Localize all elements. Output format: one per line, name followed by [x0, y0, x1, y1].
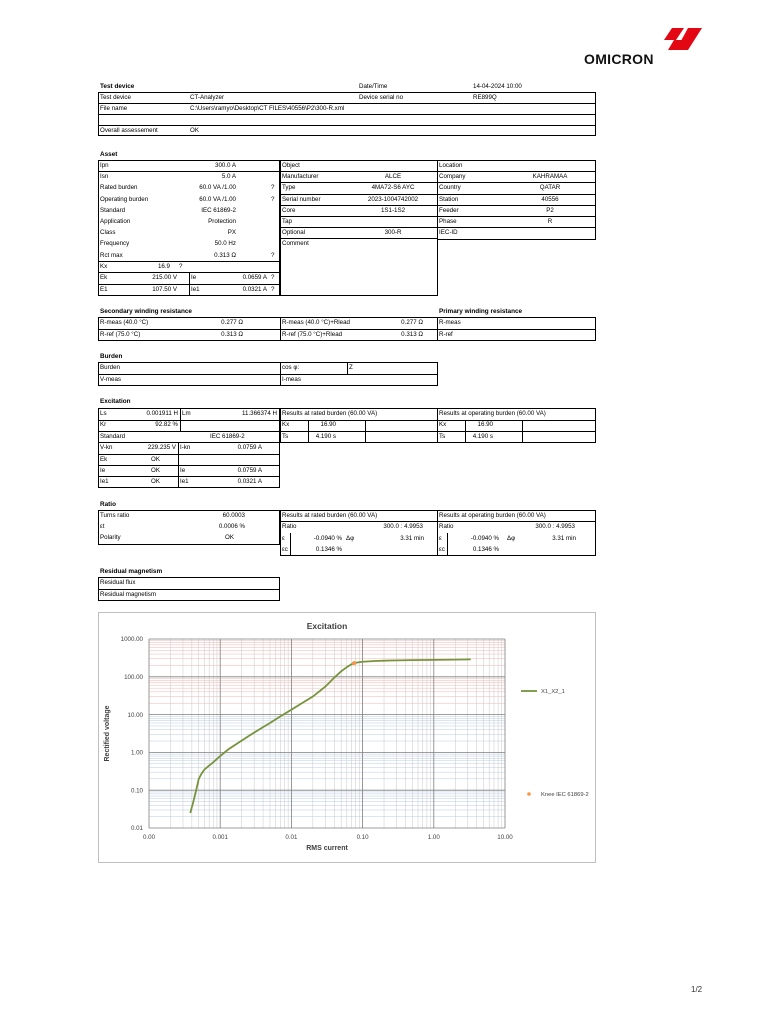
asset-object-value: 2023-1004742002: [367, 195, 419, 203]
ratio-operating-title: Results at operating burden (60.00 VA): [439, 512, 546, 519]
knee-point-marker: [352, 661, 356, 665]
x-tick-label: 0.00: [142, 834, 156, 841]
row-divider: [280, 205, 438, 206]
ek-label: Ek: [100, 274, 108, 281]
chart-title: Excitation: [306, 621, 348, 631]
vkn-value: 229.235 V: [147, 444, 176, 451]
assessment-label: Overall assessement: [100, 127, 158, 134]
asset-rating-value: 60.0 VA /1.00: [199, 195, 236, 203]
exc-ie1b-label: Ie1: [180, 478, 189, 485]
exc-ie1-label: Ie1: [100, 478, 109, 485]
asset-rating-value: Protection: [208, 218, 236, 225]
ratio-operating-label: Ratio: [439, 523, 454, 530]
asset-rating-question: ?: [271, 195, 275, 203]
exc-rated-title: Results at rated burden (60.00 VA): [282, 410, 378, 417]
y-tick-label: 0.01: [130, 825, 143, 833]
exc-ie-label: Ie: [100, 467, 106, 474]
kr-label: Kr: [100, 421, 107, 428]
row-divider: [437, 227, 596, 228]
ls-value: 0.001911 H: [146, 410, 178, 417]
y-axis-label: Rectified voltage: [104, 705, 111, 762]
row-divider: [280, 216, 438, 217]
row-divider: [437, 216, 596, 217]
kr-value: 92.82 %: [155, 421, 178, 428]
winding-secondary-label: R-ref (75.0 °C): [100, 331, 141, 338]
exc-standard-label: Standard: [100, 433, 126, 440]
x-tick-label: 1.00: [427, 834, 440, 841]
asset-rating-value: 300.0 A: [215, 162, 236, 169]
exc-standard-value: IEC 61869-2: [210, 433, 245, 440]
test-device-title: Test device: [100, 83, 135, 90]
ratio-operating-e-label: ε: [439, 535, 442, 542]
ratio-operating-ec-value: 0.1346 %: [472, 546, 499, 553]
e1-value: 107.50 V: [152, 286, 177, 293]
ratio-rated-e-label: ε: [282, 535, 285, 542]
row-divider: [437, 194, 596, 195]
ratio-rated-label: Ratio: [282, 523, 297, 530]
y-tick-label: 1000.00: [120, 636, 143, 644]
row-divider: [280, 227, 438, 228]
primary-winding-title: Primary winding resistance: [439, 308, 523, 315]
winding-secondary-value: 0.277 Ω: [221, 319, 243, 326]
omicron-logo: [584, 26, 706, 66]
lm-value: 11.366374 H: [242, 410, 277, 417]
exc-ie-value: OK: [151, 467, 160, 474]
exc-rated-kx-value: 16.90: [320, 421, 336, 428]
legend-label: X1_X2_1: [541, 689, 565, 695]
kx-value: 16.9: [157, 263, 170, 270]
ikn-value: 0.0759 A: [237, 444, 262, 451]
ie1-question: ?: [271, 286, 275, 293]
file-name-value: C:\Users\ramyo\Desktop\CT FILES\40556\P2\300-R.xml: [190, 105, 345, 112]
et-value: 0.0006 %: [218, 523, 245, 530]
ratio-operating-ec-label: εc: [439, 546, 445, 553]
excitation-title: Excitation: [100, 398, 131, 405]
exc-ie1-value: OK: [151, 478, 160, 485]
burden-label: Burden: [100, 364, 120, 371]
exc-rated-kx-label: Kx: [282, 421, 290, 428]
asset-object-value: 4MA72-S6 AYC: [371, 184, 415, 192]
asset-object-value: 1S1-1S2: [380, 206, 406, 214]
lm-label: Lm: [182, 410, 191, 417]
excitation-chart: [98, 612, 596, 863]
file-name-label: File name: [100, 105, 128, 112]
ratio-operating-dphi-label: Δφ: [507, 535, 516, 542]
exc-operating-ts-label: Ts: [439, 433, 446, 440]
asset-rating-value: 5.0 A: [221, 173, 236, 181]
exc-ie2-value: 0.0759 A: [237, 467, 262, 474]
asset-location-value: P2: [546, 206, 554, 214]
kx-label: Kx: [100, 263, 108, 270]
asset-location-value: QATAR: [539, 184, 561, 192]
asset-object-label: Comment: [282, 240, 309, 248]
ls-label: Ls: [100, 410, 107, 417]
test-device-label: Test device: [100, 94, 131, 101]
row-divider: [280, 238, 438, 239]
residual-magnetism-label: Residual magnetism: [100, 591, 157, 598]
date-label: Date/Time: [359, 83, 388, 90]
row-divider: [280, 194, 438, 195]
asset-rating-label: Frequency: [100, 240, 130, 248]
test-device-value: CT-Analyzer: [190, 94, 225, 101]
ratio-rated-title: Results at rated burden (60.00 VA): [282, 512, 378, 519]
x-tick-label: 10.00: [497, 834, 513, 841]
asset-location-label: Country: [439, 184, 461, 192]
winding-lead-value: 0.313 Ω: [401, 331, 423, 338]
ratio-rated-ec-value: 0.1346 %: [315, 546, 342, 553]
turns-ratio-label: Turns ratio: [100, 512, 130, 519]
legend-label: Knee IEC 61869-2: [541, 792, 589, 798]
residual-flux-label: Residual flux: [100, 579, 136, 586]
brand-name: OMICRON: [584, 51, 654, 67]
cos-phi-label: cos φ:: [282, 364, 300, 371]
x-axis-label: RMS current: [306, 845, 348, 852]
asset-location-label: Station: [439, 195, 459, 203]
exc-ek-label: Ek: [100, 456, 108, 463]
ratio-operating-value: 300.0 : 4.9953: [535, 523, 575, 530]
ratio-rated-dphi-label: Δφ: [346, 535, 355, 542]
winding-lead-label: R-meas (40.0 °C)+Rlead: [282, 319, 350, 326]
row-divider: [437, 205, 596, 206]
exc-ie2-label: Ie: [180, 467, 186, 474]
row-divider: [98, 171, 280, 172]
ratio-rated-e-value: -0.0940 %: [313, 535, 342, 542]
asset-rating-value: PX: [227, 229, 236, 237]
ie1-label: Ie1: [191, 286, 200, 293]
exc-operating-title: Results at operating burden (60.00 VA): [439, 410, 546, 417]
ratio-operating-dphi-value: 3.31 min: [552, 535, 576, 542]
x-tick-label: 0.01: [285, 834, 298, 841]
serial-value: RE899Q: [473, 94, 497, 101]
assessment-value: OK: [190, 127, 199, 134]
ek-value: 215.00 V: [152, 274, 177, 281]
asset-object-label: Serial number: [282, 195, 321, 203]
asset-location-value: KAHRAMAA: [532, 173, 568, 181]
asset-rating-value: 60.0 VA /1.00: [199, 184, 236, 192]
ratio-rated-value: 300.0 : 4.9953: [383, 523, 423, 530]
ie-label: Ie: [191, 274, 197, 281]
exc-rated-ts-value: 4.190 s: [315, 433, 336, 440]
winding-secondary-label: R-meas (40.0 °C): [100, 319, 149, 326]
ikn-label: I-kn: [180, 444, 191, 451]
winding-primary-label: R-meas: [439, 319, 461, 326]
exc-rated-ts-label: Ts: [282, 433, 289, 440]
ie-question: ?: [271, 274, 275, 281]
polarity-label: Polarity: [100, 534, 121, 541]
winding-secondary-value: 0.313 Ω: [221, 331, 243, 338]
y-tick-label: 10.00: [127, 711, 143, 719]
exc-operating-kx-value: 16.90: [477, 421, 493, 428]
z-label: Z: [349, 364, 353, 371]
asset-location-label: Location: [439, 162, 463, 169]
ratio-rated-ec-label: εc: [282, 546, 288, 553]
row-divider: [280, 171, 438, 172]
asset-location-label: Company: [439, 173, 466, 181]
ie1-value: 0.0321 A: [242, 286, 267, 293]
x-tick-label: 0.001: [212, 834, 228, 841]
asset-title: Asset: [100, 151, 118, 158]
ratio-title: Ratio: [100, 501, 116, 508]
winding-lead-label: R-ref (75.0 °C)+Rlead: [282, 331, 343, 338]
asset-rating-value: IEC 61869-2: [201, 206, 236, 214]
asset-rating-label: Operating burden: [100, 195, 149, 203]
asset-location-label: Feeder: [439, 206, 459, 214]
ratio-rated-dphi-value: 3.31 min: [400, 535, 424, 542]
asset-rating-label: Isn: [100, 173, 109, 181]
y-tick-label: 100.00: [124, 674, 143, 681]
asset-location-label: IEC-ID: [439, 229, 458, 237]
asset-location-value: 40556: [541, 195, 559, 203]
kx-question: ?: [179, 263, 183, 270]
ie-value: 0.0659 A: [242, 274, 267, 281]
burden-title: Burden: [100, 353, 123, 360]
ratio-operating-e-value: -0.0940 %: [470, 535, 499, 542]
e1-label: E1: [100, 286, 108, 293]
asset-rating-label: Ipn: [100, 162, 109, 169]
asset-location-label: Phase: [439, 218, 457, 225]
exc-ie1b-value: 0.0321 A: [237, 478, 262, 485]
row-divider: [280, 182, 438, 183]
asset-rating-value: 0.313 Ω: [214, 251, 236, 259]
asset-rating-question: ?: [271, 184, 275, 192]
page-number: 1/2: [691, 985, 703, 994]
asset-object-label: Core: [282, 206, 296, 214]
turns-ratio-value: 60.0003: [222, 512, 245, 519]
et-label: εt: [100, 523, 105, 530]
asset-rating-value: 50.0 Hz: [214, 240, 236, 248]
asset-rating-label: Rated burden: [100, 184, 138, 192]
asset-object-value: ALCE: [384, 173, 402, 181]
legend-swatch-marker: [527, 792, 531, 796]
asset-rating-label: Class: [100, 229, 116, 237]
residual-title: Residual magnetism: [100, 568, 163, 575]
asset-location-value: R: [547, 218, 553, 225]
winding-lead-value: 0.277 Ω: [401, 319, 423, 326]
asset-object-label: Manufacturer: [282, 173, 319, 181]
winding-primary-label: R-ref: [439, 331, 453, 338]
polarity-value: OK: [225, 534, 234, 541]
y-tick-label: 0.10: [130, 787, 143, 795]
vmeas-label: V-meas: [100, 376, 121, 383]
secondary-winding-title: Secondary winding resistance: [100, 308, 192, 315]
asset-rating-question: ?: [271, 251, 275, 259]
asset-rating-label: Standard: [100, 206, 126, 214]
vkn-label: V-kn: [100, 444, 113, 451]
excitation-chart-svg: [99, 613, 595, 862]
asset-rating-label: Application: [100, 218, 131, 225]
asset-object-label: Optional: [282, 229, 306, 237]
serial-label: Device serial no: [359, 94, 404, 101]
asset-rating-label: Rct max: [100, 251, 123, 259]
y-tick-label: 1.00: [130, 749, 143, 757]
asset-object-value: 300-R: [384, 229, 402, 237]
exc-operating-ts-value: 4.190 s: [472, 433, 493, 440]
x-tick-label: 0.10: [356, 834, 369, 841]
asset-object-label: Tap: [282, 218, 292, 225]
asset-object-label: Object: [282, 162, 300, 169]
row-divider: [437, 171, 596, 172]
row-divider: [437, 182, 596, 183]
date-value: 14-04-2024 10:00: [473, 83, 522, 90]
exc-operating-kx-label: Kx: [439, 421, 447, 428]
exc-ek-value: OK: [151, 456, 160, 463]
imeas-label: I-meas: [282, 376, 301, 383]
asset-object-label: Type: [282, 184, 296, 192]
